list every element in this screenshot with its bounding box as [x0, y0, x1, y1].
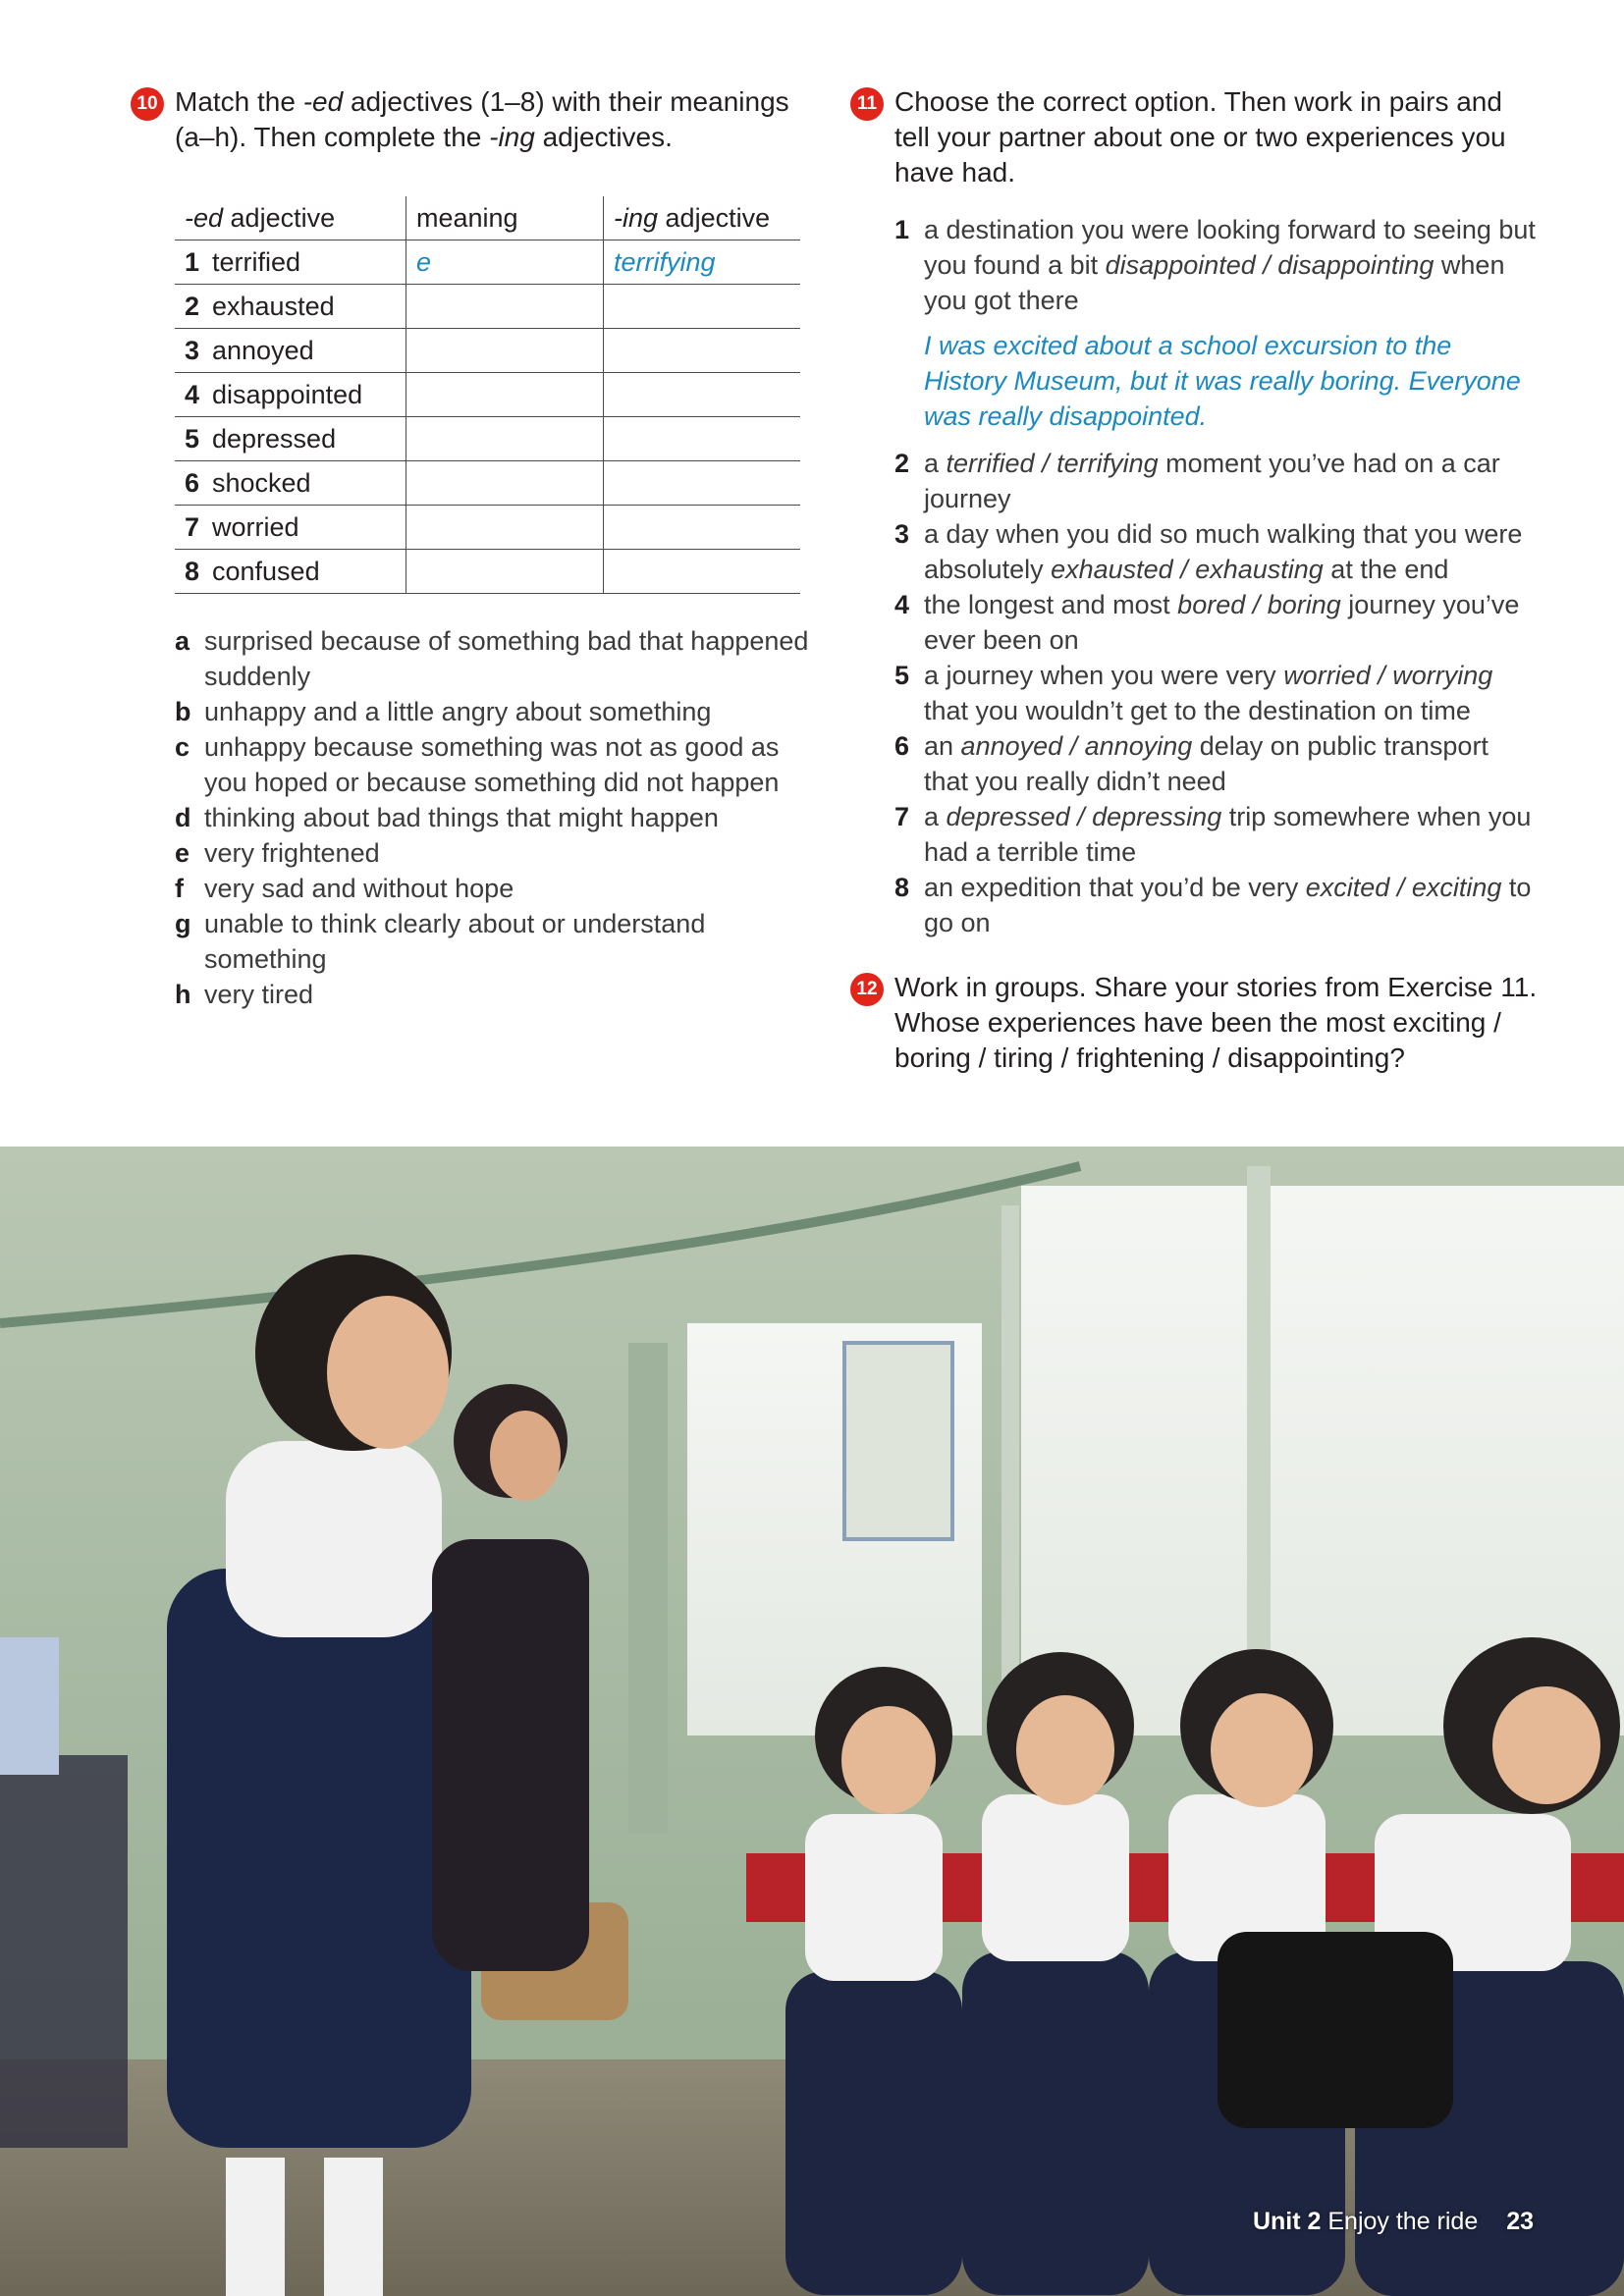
option-item: 8 an expedition that you’d be very excited / exciting to go on — [894, 873, 1532, 937]
exercise-number: 11 — [850, 87, 884, 121]
exercise-10-heading: 10 Match the -ed adjectives (1–8) with their meanings (a–h). Then complete the -ing adjectives. — [131, 84, 818, 155]
ed-adjective-cell: 4 disappointed — [175, 373, 406, 417]
ing-adjective-cell[interactable] — [604, 550, 801, 594]
meaning-item: d thinking about bad things that might happen — [175, 803, 719, 832]
ed-adjective-cell: 5 depressed — [175, 417, 406, 461]
meaning-cell[interactable] — [406, 417, 604, 461]
table-row — [175, 240, 800, 285]
meaning-item: c unhappy because something was not as good as you hoped or because something did not happen — [175, 732, 780, 797]
meaning-item: h very tired — [175, 980, 314, 1009]
meaning-item: f very sad and without hope — [175, 874, 514, 903]
choice-options[interactable]: terrified / terrifying — [946, 449, 1159, 478]
option-item: 5 a journey when you were very worried / worrying that you wouldn’t get to the destination on time — [894, 661, 1493, 725]
meaning-item: e very frightened — [175, 838, 380, 868]
choice-options[interactable]: exhausted / exhausting — [1051, 555, 1324, 584]
options-list — [894, 212, 1538, 940]
train-photo — [0, 1147, 1624, 2296]
table-row — [175, 461, 800, 506]
choice-options[interactable]: depressed / depressing — [946, 802, 1222, 831]
page-number: 23 — [1506, 2208, 1534, 2235]
meaning-cell[interactable] — [406, 373, 604, 417]
meanings-list — [175, 623, 818, 1012]
ing-adjective-cell[interactable] — [604, 506, 801, 550]
meaning-cell[interactable] — [406, 329, 604, 373]
table-row — [175, 506, 800, 550]
adjective-table — [175, 196, 800, 594]
column-header-ed-adjective: -ed adjective — [175, 196, 406, 240]
meaning-cell[interactable] — [406, 461, 604, 506]
meaning-item: g unable to think clearly about or understand something — [175, 909, 706, 974]
choice-options[interactable]: worried / worrying — [1283, 661, 1493, 690]
choice-options[interactable]: bored / boring — [1177, 590, 1341, 619]
ed-adjective-cell: 7 worried — [175, 506, 406, 550]
option-item: 6 an annoyed / annoying delay on public transport that you really didn’t need — [894, 731, 1489, 796]
ing-adjective-cell[interactable] — [604, 285, 801, 329]
choice-options[interactable]: disappointed / disappointing — [1105, 250, 1435, 280]
meaning-cell[interactable] — [406, 506, 604, 550]
meaning-item: a surprised because of something bad that happened suddenly — [175, 626, 809, 691]
table-row — [175, 417, 800, 461]
exercise-10 — [131, 84, 818, 1012]
ed-adjective-cell: 8 confused — [175, 550, 406, 594]
exercise-11 — [850, 84, 1538, 1076]
column-header-ing-adjective: -ing adjective — [604, 196, 801, 240]
page-footer — [1253, 2208, 1534, 2236]
option-item: 3 a day when you did so much walking that you were absolutely exhausted / exhausting at the end — [894, 519, 1523, 584]
unit-label: Unit 2 — [1252, 2208, 1322, 2235]
exercise-12-heading: 12 Work in groups. Share your stories from Exercise 11. Whose experiences have been the most exciting / boring / tiring / frightening / disappointing? — [850, 970, 1538, 1076]
ed-adjective-cell: 6 shocked — [175, 461, 406, 506]
exercise-11-heading: 11 Choose the correct option. Then work in pairs and tell your partner about one or two experiences you have had. — [850, 84, 1538, 190]
choice-options[interactable]: excited / exciting — [1305, 873, 1502, 902]
ing-adjective-cell[interactable] — [604, 373, 801, 417]
table-row — [175, 329, 800, 373]
meaning-cell[interactable] — [406, 285, 604, 329]
example-answer: I was excited about a school excursion to the History Museum, but it was really boring. Everyone was really disappointed. — [924, 331, 1521, 431]
meaning-cell[interactable]: e — [406, 240, 604, 285]
ed-adjective-cell: 1 terrified — [175, 240, 406, 285]
exercise-number: 12 — [850, 973, 884, 1006]
ed-adjective-cell: 3 annoyed — [175, 329, 406, 373]
ing-adjective-cell[interactable] — [604, 461, 801, 506]
unit-title: Enjoy the ride — [1327, 2208, 1479, 2235]
ing-adjective-cell[interactable] — [604, 329, 801, 373]
ed-adjective-cell: 2 exhausted — [175, 285, 406, 329]
option-item: 1 a destination you were looking forward to seeing but you found a bit disappointed / disappointing when you got there — [894, 215, 1536, 315]
table-row — [175, 550, 800, 594]
exercise-number: 10 — [131, 87, 164, 121]
table-row — [175, 285, 800, 329]
ing-adjective-cell[interactable]: terrifying — [604, 240, 801, 285]
table-row — [175, 373, 800, 417]
ing-adjective-cell[interactable] — [604, 417, 801, 461]
column-header-meaning: meaning — [406, 196, 604, 240]
option-item: 7 a depressed / depressing trip somewhere when you had a terrible time — [894, 802, 1532, 867]
option-item: 4 the longest and most bored / boring journey you’ve ever been on — [894, 590, 1520, 655]
choice-options[interactable]: annoyed / annoying — [960, 731, 1193, 761]
meaning-cell[interactable] — [406, 550, 604, 594]
option-item: 2 a terrified / terrifying moment you’ve had on a car journey — [894, 449, 1500, 513]
meaning-item: b unhappy and a little angry about something — [175, 697, 712, 726]
